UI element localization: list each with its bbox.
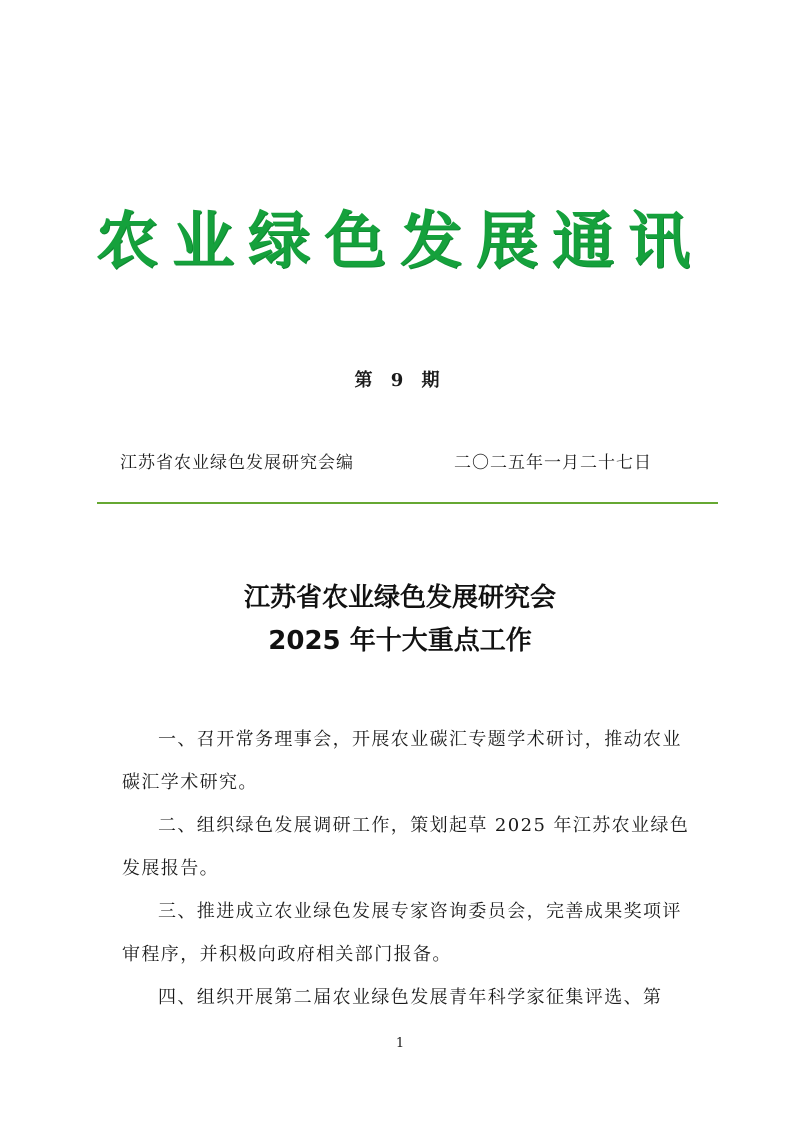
paragraph-1: 一、召开常务理事会，开展农业碳汇专题学术研讨，推动农业碳汇学术研究。 [122, 729, 682, 793]
document-title-line-1: 江苏省农业绿色发展研究会 [243, 583, 556, 613]
publish-date: 二〇二五年一月二十七日 [454, 453, 652, 473]
issue-number: 第 9 期 [354, 370, 446, 391]
document-title-line-2: 2025 年十大重点工作 [268, 626, 532, 656]
header-divider [97, 502, 718, 504]
paragraph-3: 三、推进成立农业绿色发展专家咨询委员会，完善成果奖项评审程序，并积极向政府相关部门报备。 [122, 901, 682, 965]
editor-line: 江苏省农业绿色发展研究会编 [120, 453, 354, 473]
page-number: 1 [395, 1036, 405, 1051]
paragraph-4: 四、组织开展第二届农业绿色发展青年科学家征集评选、第 [158, 987, 663, 1008]
document-title [0, 577, 800, 663]
paragraph-2: 二、组织绿色发展调研工作，策划起草 2025 年江苏农业绿色发展报告。 [122, 815, 690, 879]
document-body [122, 718, 694, 1019]
masthead-title: 农业绿色发展通讯 [95, 204, 704, 277]
